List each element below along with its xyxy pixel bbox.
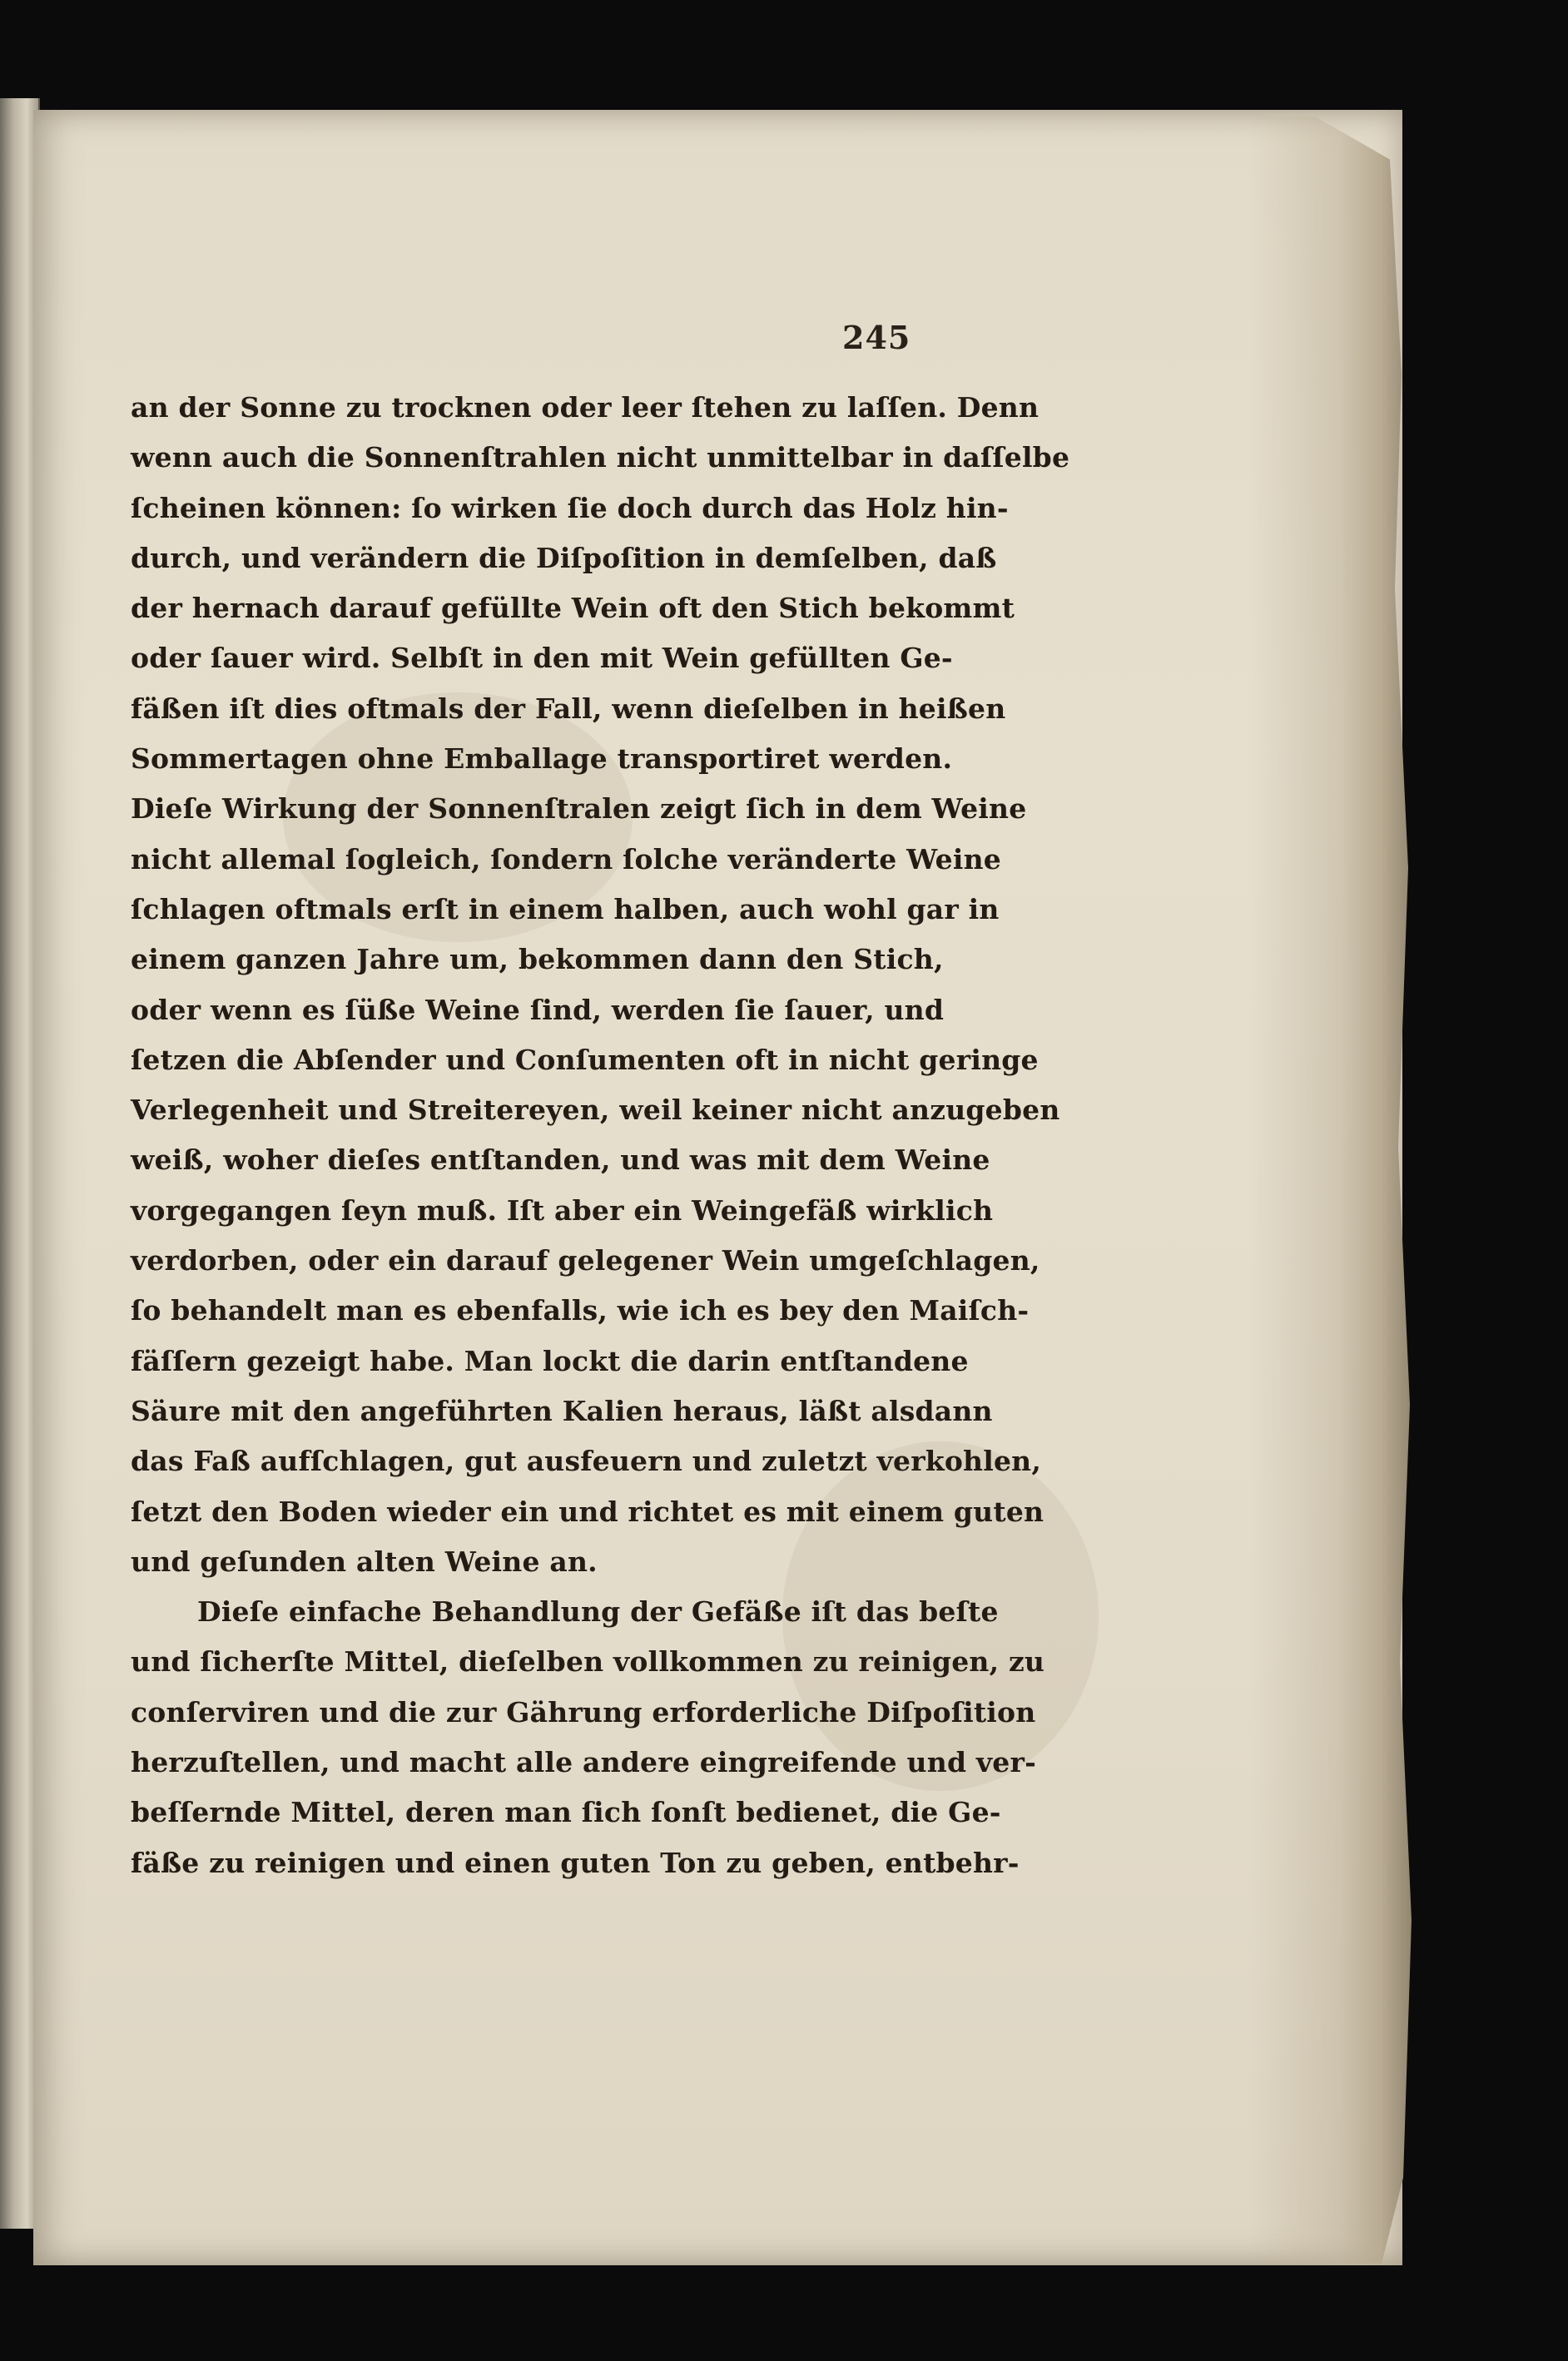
text-line: einem ganzen Jahre um, bekommen dann den Stich, <box>131 943 944 976</box>
text-line: an der Sonne zu trocknen oder leer ſtehen zu laſſen. Denn <box>131 391 1040 424</box>
text-line: ſetzt den Boden wieder ein und richtet es mit einem guten <box>131 1495 1045 1528</box>
text-line: Sommertagen ohne Emballage transportiret werden. <box>131 742 953 776</box>
text-line: Säure mit den angeführten Kalien heraus, läßt alsdann <box>131 1394 993 1427</box>
text-line: beſſernde Mittel, deren man ſich ſonſt bedienet, die Ge- <box>131 1796 1001 1829</box>
text-line: vorgegangen ſeyn muß. Iſt aber ein Weingefäß wirklich <box>131 1193 994 1227</box>
text-line: verdorben, oder ein darauf gelegener Wein umgeſchlagen, <box>131 1244 1040 1277</box>
text-line: ſcheinen können: ſo wirken ſie doch durch das Holz hin- <box>131 491 1009 524</box>
text-line: ſetzen die Abſender und Conſumenten oft in nicht geringe <box>131 1043 1039 1076</box>
text-line: fäſſern gezeigt habe. Man lockt die darin entſtandene <box>131 1344 969 1377</box>
body-text <box>131 383 1070 1888</box>
page-number: 245 <box>842 319 911 356</box>
text-line: Dieſe Wirkung der Sonnenſtralen zeigt ſich in dem Weine <box>131 792 1027 826</box>
text-line: der hernach darauf gefüllte Wein oft den Stich bekommt <box>131 592 1015 625</box>
text-line: oder ſauer wird. Selbſt in den mit Wein gefüllten Ge- <box>131 642 953 675</box>
text-line: nicht allemal ſogleich, ſondern ſolche veränderte Weine <box>131 842 1001 875</box>
text-line: weiß, woher dieſes entſtanden, und was mit dem Weine <box>131 1143 990 1177</box>
text-line: wenn auch die Sonnenſtrahlen nicht unmittelbar in daſſelbe <box>131 441 1070 474</box>
text-line: und geſunden alten Weine an. <box>131 1545 598 1578</box>
text-line: durch, und verändern die Diſpoſition in demſelben, daß <box>131 541 997 574</box>
text-line: herzuſtellen, und macht alle andere eingreifende und ver- <box>131 1746 1036 1779</box>
text-line: fäßen iſt dies oftmals der Fall, wenn dieſelben in heißen <box>131 692 1006 725</box>
text-line: ſo behandelt man es ebenfalls, wie ich es bey den Maiſch- <box>131 1294 1030 1327</box>
text-line: oder wenn es ſüße Weine ſind, werden ſie ſauer, und <box>131 993 945 1026</box>
text-line: ſchlagen oftmals erſt in einem halben, auch wohl gar in <box>131 892 1000 925</box>
text-line: und ſicherſte Mittel, dieſelben vollkommen zu reinigen, zu <box>131 1645 1045 1679</box>
text-line: conſerviren und die zur Gährung erforderliche Diſpoſition <box>131 1695 1036 1729</box>
text-line: das Faß aufſchlagen, gut ausfeuern und zuletzt verkohlen, <box>131 1445 1042 1478</box>
text-line: fäße zu reinigen und einen guten Ton zu geben, entbehr- <box>131 1846 1020 1879</box>
page-right-edge <box>1248 117 1415 2264</box>
text-line: Verlegenheit und Streitereyen, weil keiner nicht anzugeben <box>131 1094 1060 1127</box>
text-line: Dieſe einfache Behandlung der Gefäße iſt das beſte <box>197 1595 999 1629</box>
